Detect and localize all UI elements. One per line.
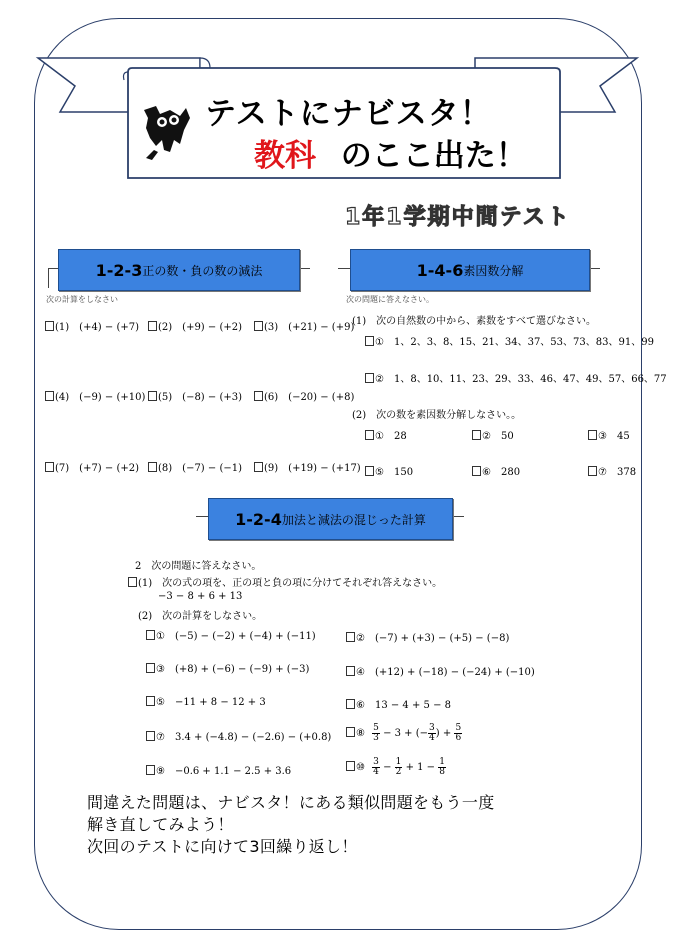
left-item[interactable] — [254, 388, 354, 403]
numerator: 1 — [395, 757, 402, 767]
item-text: ⑨ −0.6 + 1.1 − 2.5 + 3.6 — [156, 766, 292, 777]
section-label-123 — [58, 249, 300, 291]
left-item[interactable] — [45, 318, 139, 333]
checkbox-icon — [588, 466, 597, 476]
bottom-q2: (2) 次の計算をしなさい。 — [138, 611, 263, 622]
checkbox-icon — [146, 663, 155, 673]
checkbox-icon — [472, 430, 481, 440]
checkbox-icon — [148, 321, 157, 331]
right-q1-item[interactable] — [365, 333, 654, 348]
checkbox-icon — [45, 391, 54, 401]
right-q2-item[interactable] — [472, 463, 520, 478]
operator-text: + — [442, 728, 452, 739]
banner-subject: 教科 — [254, 138, 316, 174]
bottom-item[interactable] — [346, 663, 535, 678]
checkbox-icon — [365, 336, 374, 346]
checkbox-icon — [365, 373, 374, 383]
left-item[interactable] — [45, 459, 139, 474]
item-text: ⑦ 378 — [598, 467, 637, 478]
fraction — [454, 724, 462, 743]
right-q2-item[interactable] — [472, 427, 514, 442]
item-text: ③ (+8) + (−6) − (−9) + (−3) — [156, 664, 310, 675]
denominator: 8 — [439, 767, 445, 777]
item-text: (2) (+9) − (+2) — [158, 322, 242, 333]
checkbox-icon — [254, 321, 263, 331]
left-item[interactable] — [254, 318, 354, 333]
checkbox-icon — [146, 630, 155, 640]
denominator: 4 — [429, 733, 435, 743]
item-text: (9) (+19) − (+17) — [264, 463, 361, 474]
item-text: ④ (+12) + (−18) − (−24) + (−10) — [356, 667, 535, 678]
item-text: ⑥ 280 — [482, 467, 521, 478]
fraction — [428, 724, 436, 743]
checkbox-icon — [45, 321, 54, 331]
checkbox-icon — [588, 430, 597, 440]
checkbox-icon — [472, 466, 481, 476]
item-text: (1) 次の式の項を、正の項と負の項に分けてそれぞれ答えなさい。 — [138, 578, 443, 589]
checkbox-icon — [346, 632, 355, 642]
footer-line: 解き直してみよう！ — [87, 815, 234, 834]
denominator: 2 — [395, 767, 402, 777]
item-text: ② (−7) + (+3) − (+5) − (−8) — [356, 633, 510, 644]
numerator: 5 — [455, 723, 462, 733]
denominator: 4 — [373, 767, 379, 777]
checkbox-icon — [45, 462, 54, 472]
bottom-item[interactable] — [146, 693, 266, 708]
footer-line: 間違えた問題は、ナビスタ！にある類似問題をもう一度 — [87, 793, 495, 812]
item-text: ① 28 — [375, 431, 407, 442]
footer-message — [87, 792, 495, 858]
footer-line: 次回のテストに向けて3回繰り返し！ — [87, 837, 358, 856]
section-name: 素因数分解 — [463, 263, 524, 278]
bottom-item[interactable] — [346, 629, 509, 644]
operator-text: + 1 − — [405, 762, 436, 773]
banner-line2 — [254, 130, 527, 175]
operator-text: − 3 + — [383, 728, 413, 739]
right-q2-item[interactable] — [588, 427, 630, 442]
item-text: (3) (+21) − (+9) — [264, 322, 355, 333]
numerator: 3 — [429, 723, 435, 733]
checkbox-icon — [346, 727, 355, 737]
fraction — [438, 758, 446, 777]
left-item[interactable] — [45, 388, 145, 403]
item-text: ① 1、2、3、8、15、21、34、37、53、73、83、91、99 — [375, 337, 654, 348]
numerator: 5 — [373, 723, 379, 733]
banner-rest: のここ出た！ — [340, 138, 527, 174]
bottom-item[interactable] — [146, 660, 309, 675]
denominator: 3 — [373, 733, 379, 743]
left-item[interactable] — [254, 459, 361, 474]
bottom-item[interactable] — [146, 762, 291, 777]
checkbox-icon — [254, 391, 263, 401]
item-text: ⑧ — [356, 728, 365, 739]
numerator: 1 — [439, 757, 445, 767]
left-item[interactable] — [148, 318, 242, 333]
bottom-item[interactable] — [146, 627, 316, 642]
test-title: 1年1学期中間テスト — [345, 205, 571, 230]
checkbox-icon — [146, 731, 155, 741]
bottom-item-fraction[interactable]: ⑧ $\frac{5}{3}$ − 3 + (− $\frac{3}{4}$ ) + $\frac{5}{6}$ — [346, 724, 462, 743]
left-header: 次の計算をしなさい — [46, 295, 118, 304]
item-text: ② 1、8、10、11、23、29、33、46、47、49、57、66、77 — [375, 374, 667, 385]
fraction — [395, 758, 403, 777]
banner-line1: テストにナビスタ！ — [205, 96, 492, 132]
checkbox-icon — [365, 430, 374, 440]
numerator: 3 — [373, 757, 379, 767]
item-text: ③ 45 — [598, 431, 630, 442]
item-text: (8) (−7) − (−1) — [158, 463, 242, 474]
right-q2-item[interactable] — [588, 463, 636, 478]
bottom-header: 2 次の問題に答えなさい。 — [135, 561, 262, 572]
checkbox-icon — [365, 466, 374, 476]
bottom-q1-expr: −3 − 8 + 6 + 13 — [158, 591, 243, 602]
item-text: (4) (−9) − (+10) — [55, 392, 146, 403]
denominator: 6 — [455, 733, 462, 743]
mascot-icon — [140, 100, 192, 162]
checkbox-icon — [128, 577, 137, 587]
item-text: (1) (+4) − (+7) — [55, 322, 139, 333]
item-text: (6) (−20) − (+8) — [264, 392, 355, 403]
bottom-q1[interactable] — [128, 574, 442, 589]
item-text: ⑤ 150 — [375, 467, 414, 478]
item-text: ② 50 — [482, 431, 514, 442]
item-text: ⑩ — [356, 762, 365, 773]
checkbox-icon — [346, 666, 355, 676]
section-code: 1-4-6 — [416, 260, 464, 280]
right-q2: (2) 次の数を素因数分解しなさい。。 — [352, 410, 522, 421]
operator-text: − — [383, 762, 392, 773]
right-q1-item[interactable] — [365, 370, 667, 385]
fraction — [372, 758, 380, 777]
checkbox-icon — [346, 761, 355, 771]
right-header: 次の問題に答えなさい。 — [346, 295, 434, 304]
item-text: (7) (+7) − (+2) — [55, 463, 139, 474]
item-text: ⑦ 3.4 + (−4.8) − (−2.6) − (+0.8) — [156, 732, 332, 743]
section-label-124 — [208, 498, 453, 540]
item-text: (5) (−8) − (+3) — [158, 392, 242, 403]
right-q1: (1) 次の自然数の中から、素数をすべて選びなさい。 — [352, 316, 596, 327]
checkbox-icon — [146, 765, 155, 775]
section-code: 1-2-4 — [235, 509, 282, 529]
bottom-item[interactable] — [346, 696, 451, 711]
item-text: ① (−5) − (−2) + (−4) + (−11) — [156, 631, 316, 642]
section-label-146 — [350, 249, 590, 291]
checkbox-icon — [148, 391, 157, 401]
right-q2-item[interactable] — [365, 427, 407, 442]
section-name: 正の数・負の数の減法 — [142, 263, 263, 278]
right-q2-item[interactable] — [365, 463, 413, 478]
section-divider-tick — [48, 268, 49, 288]
checkbox-icon — [254, 462, 263, 472]
left-item[interactable] — [148, 459, 242, 474]
bottom-item-fraction[interactable] — [346, 758, 446, 777]
left-item[interactable] — [148, 388, 242, 403]
item-text: ⑥ 13 − 4 + 5 − 8 — [356, 700, 451, 711]
checkbox-icon — [148, 462, 157, 472]
checkbox-icon — [346, 699, 355, 709]
section-code: 1-2-3 — [95, 260, 143, 280]
bottom-item[interactable] — [146, 728, 331, 743]
section-name: 加法と減法の混じった計算 — [281, 512, 426, 527]
item-text: ⑤ −11 + 8 − 12 + 3 — [156, 697, 266, 708]
fraction — [372, 724, 380, 743]
checkbox-icon — [146, 696, 155, 706]
